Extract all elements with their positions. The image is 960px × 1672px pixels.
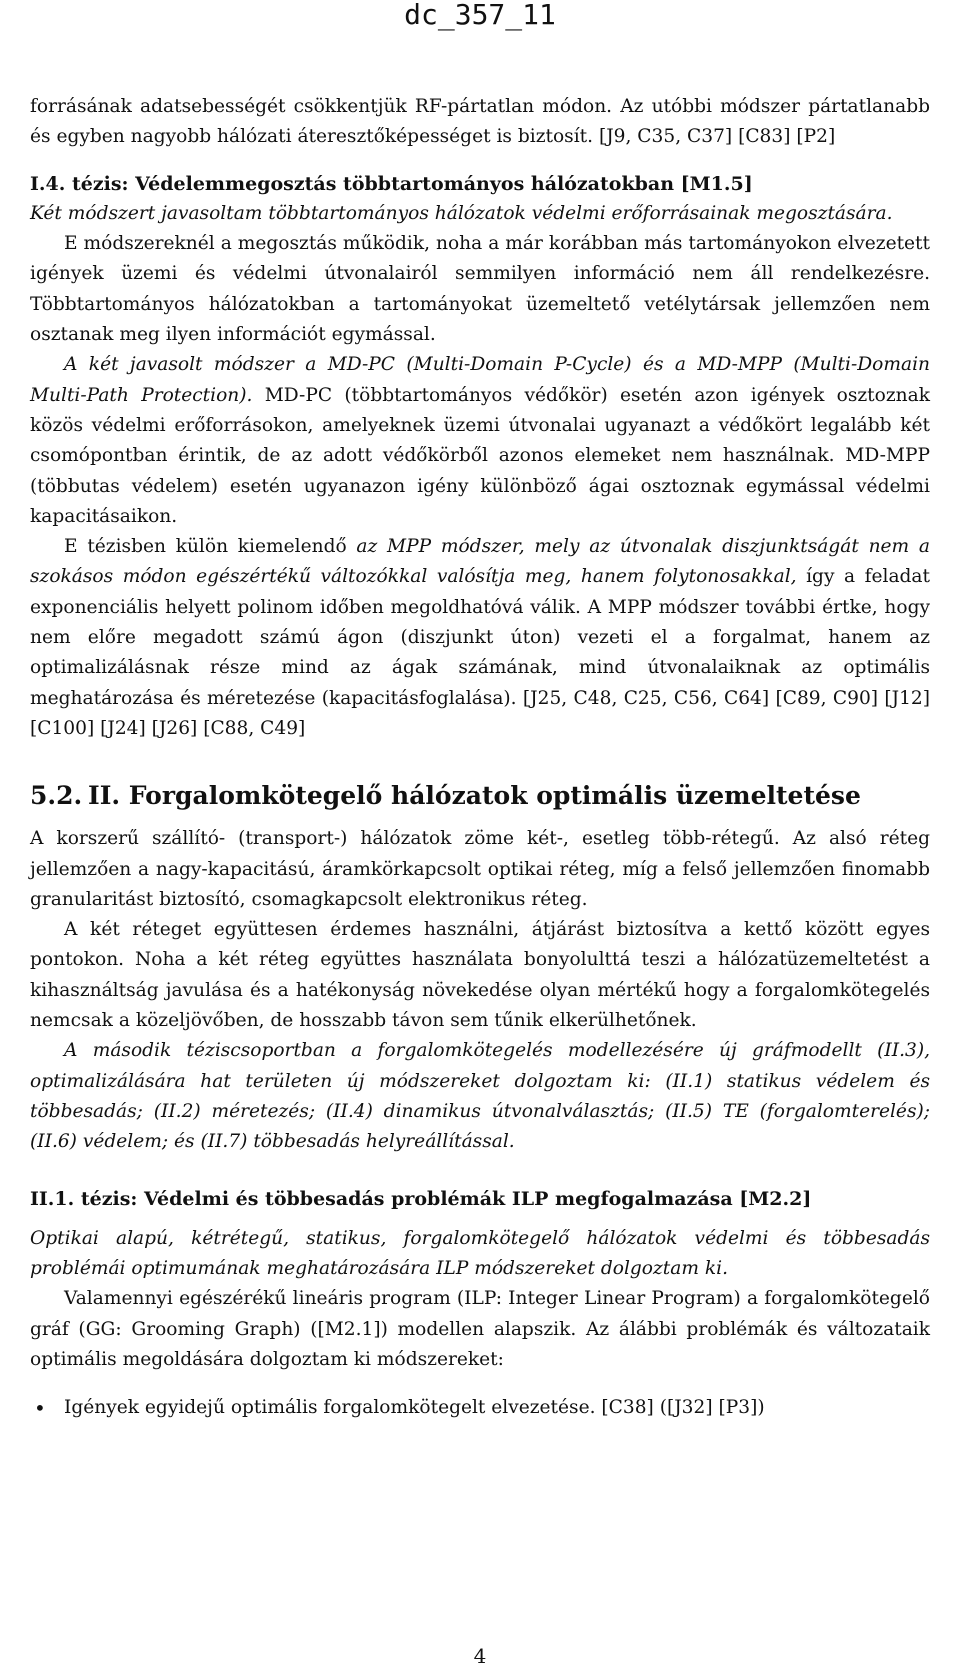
document-id-header: dc_357_11 xyxy=(404,0,556,31)
document-page xyxy=(30,0,930,1672)
mpp-italic-text: az MPP módszer, mely az útvonalak diszjunktságát nem a szokásos módon egészértékű változókkal valósítja meg, hanem folytonosakkal, xyxy=(30,536,931,588)
thesis-i4-paragraph-2 xyxy=(30,350,930,532)
methods-description-text: MD-PC (többtartományos védőkör) esetén azon igények osztoznak közös védelmi erőforrásokon, amelyeknek üzemi útvonalai ugyanazt a védőkört legalább két csomópontban érintik, de az adott védőkörből azonos elemeket nem használnak. MD-MPP (többutas védelem) esetén ugyanazon igény különböző ágai osztoznak egymással védelmi kapacitásaikon. xyxy=(30,384,930,527)
section-heading xyxy=(30,780,930,812)
thesis-i4-paragraph-3 xyxy=(30,532,930,744)
methods-list xyxy=(30,1393,930,1423)
thesis-i4-paragraph-1: E módszereknél a megosztás működik, noha a már korábban más tartományokon elvezetett igények üzemi és védelmi útvonalairól semmilyen információ nem áll rendelkezésre. Többtartományos hálózatokban a tartományokat üzemeltető vetélytársak jellemzően nem osztanak meg ilyen információt egymással. xyxy=(30,233,930,346)
mpp-description-text: így a feladat exponenciális helyett polinom időben megoldhatóvá válik. A MPP módszer további értke, hogy nem előre megadott számú ágon (diszjunkt úton) vezeti el a forgalmat, hanem az optimalizálásnak része mind az ágak számának, mind útvonalaiknak az optimális meghatározása és méretezése (kapacitásfoglalása). [J25, C48, C25, C56, C64] [C89, C90] [J12] [C100] [J24] [J26] [C88, C49] xyxy=(30,566,930,739)
section-paragraph-3: A második téziscsoportban a forgalomkötegelés modellezésére új gráfmodellt (II.3), optimalizálására hat területen új módszereket dolgoztam ki: (II.1) statikus védelem és többesadás; (II.2) méretezés; (II.4) dinamikus útvonalválasztás; (II.5) TE (forgalomterelés); (II.6) védelem; és (II.7) többesadás helyreállítással. xyxy=(30,1040,930,1153)
highlight-intro-text: E tézisben külön kiemelendő xyxy=(64,536,357,558)
thesis-i4-statement: Két módszert javasoltam többtartományos hálózatok védelmi erőforrásainak megosztására. xyxy=(30,202,893,224)
section-number: 5.2. xyxy=(30,781,83,811)
thesis-ii1-statement: Optikai alapú, kétrétegű, statikus, forgalomkötegelő hálózatok védelmi és többesadás problémái optimumának meghatározására ILP módszereket dolgoztam ki. xyxy=(30,1227,930,1280)
thesis-i4-title: I.4. tézis: Védelemmegosztás többtartományos hálózatokban [M1.5] xyxy=(30,172,753,195)
page-number: 4 xyxy=(473,1644,487,1668)
intro-paragraph: forrásának adatsebességét csökkentjük RF-pártatlan módon. Az utóbbi módszer pártatlanabb és egyben nagyobb hálózati áteresztőképességet is biztosít. [J9, C35, C37] [C83] [P2] xyxy=(30,96,930,148)
thesis-ii1-paragraph-1: Valamennyi egészérékű lineáris program (ILP: Integer Linear Program) a forgalomkötegelő gráf (GG: Grooming Graph) ([M2.1]) modellen alapszik. Az álábbi problémák és változataik optimális megoldására dolgoztam ki módszereket: xyxy=(30,1288,930,1370)
list-item: • Igények egyidejű optimális forgalomkötegelt elvezetése. [C38] ([J32] [P3]) xyxy=(30,1393,930,1423)
methods-italic-text: A két javasolt módszer a MD-PC (Multi-Domain P-Cycle) és a MD-MPP (Multi-Domain Multi-Path Protection). xyxy=(30,354,930,406)
page-content xyxy=(30,92,930,1424)
section-paragraph-2: A két réteget együttesen érdemes használni, átjárást biztosítva a kettő között egyes pontokon. Noha a két réteg együttes használata bonyolulttá teszi a hálózatüzemeltetést a kihasználtság javulása és a hatékonyság növekedése olyan mértékű hogy a forgalomkötegelés nemcsak a közeljövőben, de hosszabb távon sem tűnik elkerülhetőnek. xyxy=(30,919,930,1032)
section-title: II. Forgalomkötegelő hálózatok optimális üzemeltetése xyxy=(88,781,861,811)
thesis-ii1-title: II.1. tézis: Védelmi és többesadás problémák ILP megfogalmazása [M2.2] xyxy=(30,1187,812,1210)
section-paragraph-1: A korszerű szállító- (transport-) hálózatok zöme két-, esetleg több-rétegű. Az alsó réteg jellemzően a nagy-kapacitású, áramkörkapcsolt optikai réteg, míg a felső jellemzően finomabb granularitást biztosító, csomagkapcsolt elektronikus réteg. xyxy=(30,828,930,910)
